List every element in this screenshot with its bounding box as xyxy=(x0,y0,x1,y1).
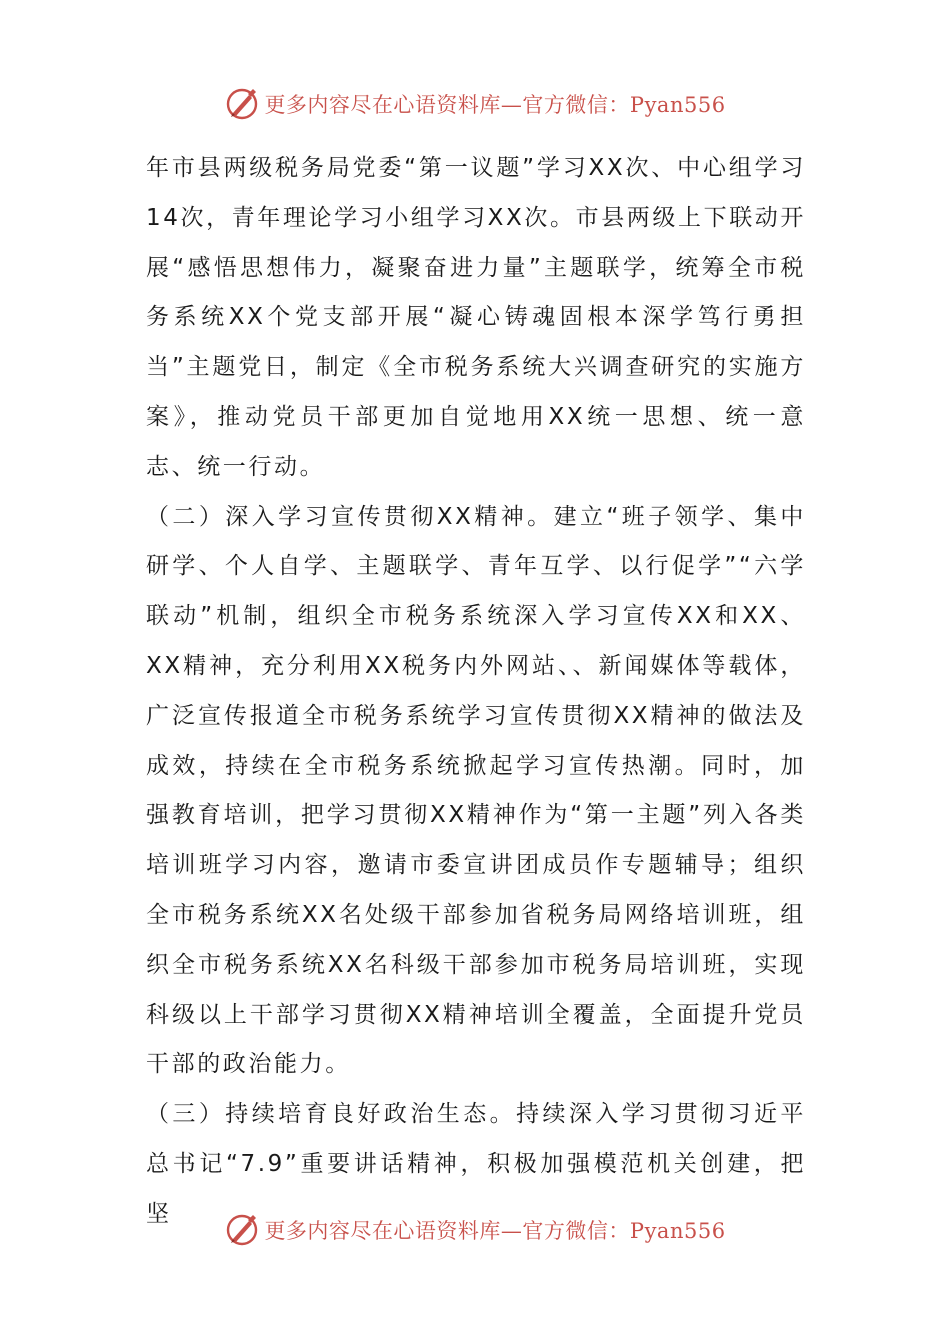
banner-group xyxy=(224,1212,725,1248)
document-body xyxy=(146,144,806,1240)
paragraph-3: （三）持续培育良好政治生态。持续深入学习贯彻习近平总书记“7.9”重要讲话精神，积极加强模范机关创建，把坚 xyxy=(146,1101,806,1227)
footer-banner xyxy=(0,1210,950,1250)
banner-group xyxy=(224,86,725,122)
header-banner xyxy=(0,84,950,124)
banner-text: 更多内容尽在心语资料库—官方微信：Pyan556 xyxy=(264,1219,726,1243)
paragraph-2: （二）深入学习宣传贯彻XX精神。建立“班子领学、集中研学、个人自学、主题联学、青年互学、以行促学”“六学联动”机制，组织全市税务系统深入学习宣传XX和XX、XX精神，充分利用XX税务内外网站、、新闻媒体等载体，广泛宣传报道全市税务系统学习宣传贯彻XX精神的做法及成效，持续在全市税务系统掀起学习宣传热潮。同时，加强教育培训，把学习贯彻XX精神作为“第一主题”列入各类培训班学习内容，邀请市委宣讲团成员作专题辅导；组织全市税务系统XX名处级干部参加省税务局网络培训班，组织全市税务系统XX名科级干部参加市税务局培训班，实现科级以上干部学习贯彻XX精神培训全覆盖，全面提升党员干部的政治能力。 xyxy=(146,503,806,1078)
pen-logo-icon xyxy=(224,86,260,122)
pen-logo-icon xyxy=(224,1212,260,1248)
paragraph-1: 年市县两级税务局党委“第一议题”学习XX次、中心组学习14次，青年理论学习小组学习XX次。市县两级上下联动开展“感悟思想伟力，凝聚奋进力量”主题联学，统筹全市税务系统XX个党支部开展“凝心铸魂固根本深学笃行勇担当”主题党日，制定《全市税务系统大兴调查研究的实施方案》，推动党员干部更加自觉地用XX统一思想、统一意志、统一行动。 xyxy=(146,155,806,480)
banner-text: 更多内容尽在心语资料库—官方微信：Pyan556 xyxy=(264,93,726,117)
